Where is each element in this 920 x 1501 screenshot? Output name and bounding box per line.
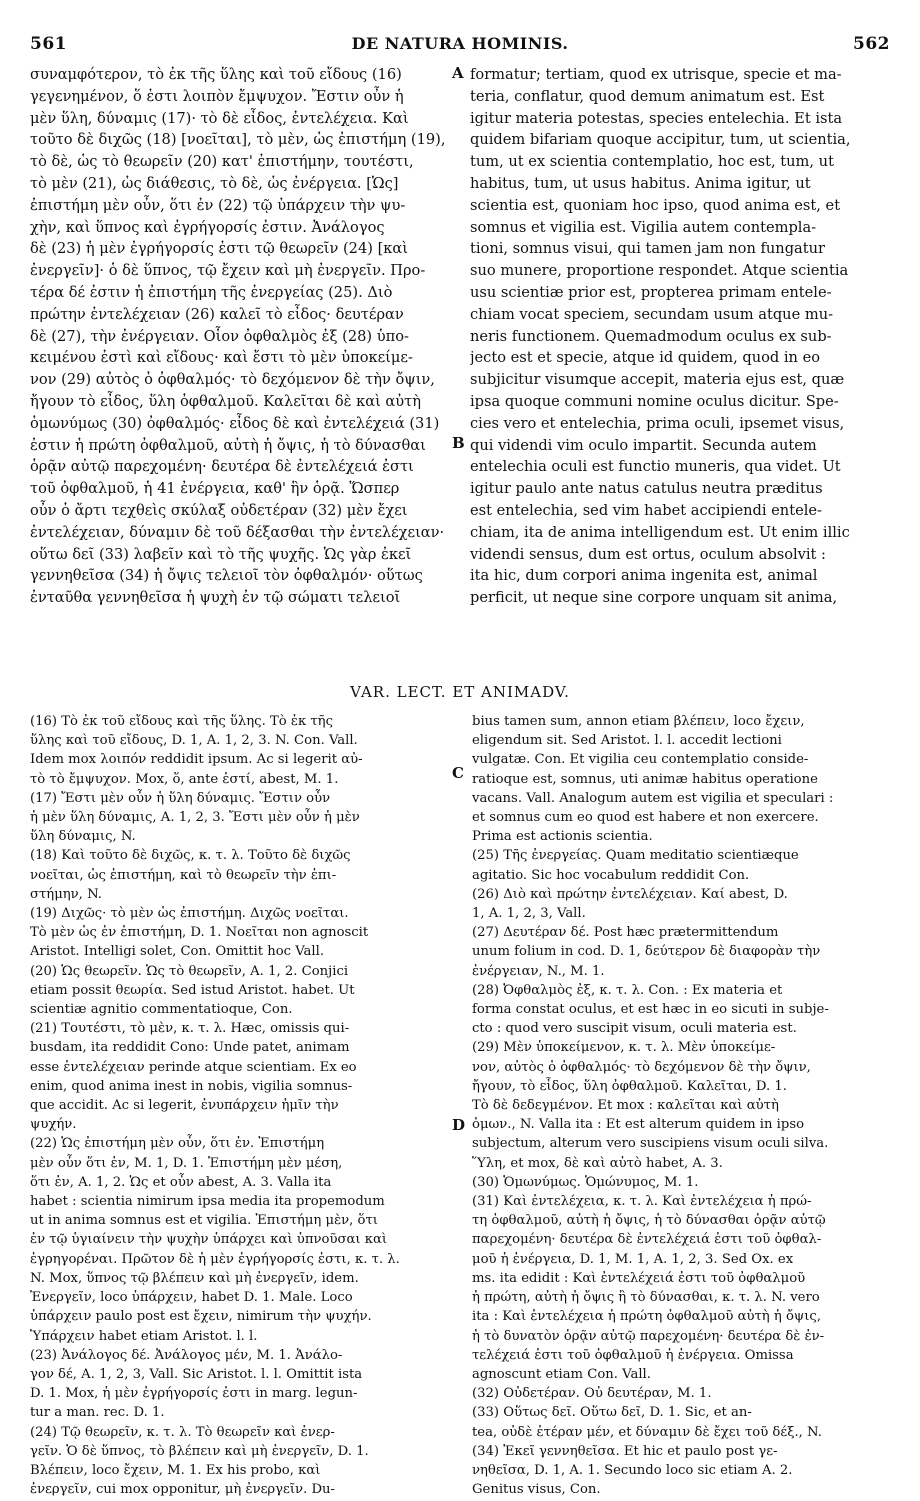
greek-text-line: ἐστιν ἡ πρώτη ὀφθαλμοῦ, αὐτὴ ἡ ὄψις, ἡ τὸ δύνασθαι: [30, 436, 426, 454]
note-line: vulgatæ. Con. Et vigilia ceu contemplatio conside-: [472, 752, 809, 768]
note-line: ἐνέργειαν, N., M. 1.: [472, 963, 605, 979]
note-line: ὅτι ἐν, A. 1, 2. Ὡς et οὖν abest, A. 3. Valla ita: [30, 1174, 332, 1190]
note-line: cto : quod vero suscipit visum, oculi materia est.: [472, 1021, 797, 1037]
note-line: esse ἐντελέχειαν perinde atque scientiam. Ex eo: [30, 1059, 357, 1075]
note-line: Ἐνεργεῖν, loco ὑπάρχειν, habet D. 1. Male. Loco: [30, 1290, 353, 1306]
page-number-left: 561: [30, 34, 67, 54]
page-number-right: 562: [853, 34, 890, 54]
note-line: (29) Μὲν ὑποκείμενον, κ. τ. λ. Μὲν ὑποκείμε-: [472, 1040, 776, 1056]
note-line: etiam possit θεωρία. Sed istud Aristot. habet. Ut: [30, 982, 355, 998]
note-line: (22) Ὡς ἐπιστήμη μὲν οὖν, ὅτι ἐν. Ἐπιστήμη: [30, 1136, 325, 1152]
greek-text-line: γεγενημένον, ὅ ἐστι λοιπὸν ἔμψυχον. Ἔστιν οὖν ἡ: [30, 87, 404, 105]
latin-text-line: somnus et vigilia est. Vigilia autem contempla-: [470, 218, 817, 236]
note-line: (30) Ὁμωνύμως. Ὁμώνυμος, M. 1.: [472, 1174, 699, 1190]
greek-text-line: ἤγουν τὸ εἶδος, ὕλη ὀφθαλμοῦ. Καλεῖται δὲ καὶ αὐτὴ: [30, 392, 421, 410]
greek-text-line: πρώτην ἐντελέχειαν (26) καλεῖ τὸ εἶδος· δευτέραν: [30, 305, 404, 323]
latin-text-line: cies vero et entelechia, prima oculi, ipsemet visus,: [470, 414, 845, 432]
note-line: vacans. Vall. Analogum autem est vigilia et speculari :: [472, 790, 834, 806]
note-line: (34) Ἐκεῖ γεννηθεῖσα. Et hic et paulo post γε-: [472, 1443, 778, 1459]
greek-text-line: τὸ μὲν (21), ὡς διάθεσις, τὸ δὲ, ὡς ἐνέργεια. [Ὡς]: [30, 174, 399, 192]
latin-text-line: est entelechia, sed vim habet accipiendi entele-: [470, 501, 822, 519]
greek-text-line: γεννηθεῖσα (34) ἡ ὄψις τελειοῖ τὸν ὀφθαλμόν· οὕτως: [30, 567, 423, 585]
note-line: (31) Καὶ ἐντελέχεια, κ. τ. λ. Καὶ ἐντελέχεια ἡ πρώ-: [472, 1194, 812, 1210]
latin-text-line: tum, ut ex scientia contemplatio, hoc est, tum, ut: [470, 153, 834, 171]
greek-text-line: ἐντελέχειαν, δύναμιν δὲ τοῦ δέξασθαι τὴν ἐντελέχειαν·: [30, 523, 445, 541]
note-line: forma constat oculus, et est hæc in eo sicuti in subje-: [472, 1002, 829, 1018]
latin-text-line: teria, conflatur, quod demum animatum est. Est: [470, 87, 825, 105]
note-line: (28) Ὀφθαλμὸς ἐξ, κ. τ. λ. Con. : Ex materia et: [472, 982, 783, 998]
note-line: habet : scientia nimirum ipsa media ita propemodum: [30, 1194, 385, 1210]
note-line: τελέχειά ἐστι τοῦ ὀφθαλμοῦ ἡ ἐνέργεια. Omissa: [472, 1347, 794, 1363]
note-line: ita : Καὶ ἐντελέχεια ἡ πρώτη ὀφθαλμοῦ αὐτὴ ἡ ὄψις,: [472, 1309, 822, 1325]
latin-text-line: usu scientiæ prior est, propterea primam entele-: [470, 283, 832, 301]
note-line: (21) Τουτέστι, τὸ μὲν, κ. τ. λ. Hæc, omissis qui-: [30, 1021, 350, 1037]
latin-text-line: igitur paulo ante natus catulus neutra præditus: [470, 480, 823, 498]
note-line: N. Mox, ὕπνος τῷ βλέπειν καὶ μὴ ἐνεργεῖν, idem.: [30, 1270, 359, 1286]
latin-text-line: perficit, ut neque sine corpore unquam sit anima,: [470, 589, 838, 607]
note-line: παρεχομένη· δευτέρα δὲ ἐντελέχειά ἐστι τοῦ ὀφθαλ-: [472, 1232, 822, 1248]
note-line: subjectum, alterum vero suscipiens visum oculi silva.: [472, 1136, 829, 1152]
latin-text-line: tioni, somnus visui, qui tamen jam non fungatur: [470, 240, 825, 258]
latin-text-line: quidem bifariam quoque accipitur, tum, ut scientia,: [470, 131, 851, 149]
latin-text-line: igitur materia potestas, species entelechia. Et ista: [470, 109, 843, 127]
latin-text-line: jecto est et specie, atque id quidem, quod in eo: [470, 349, 820, 367]
note-line: 1, A. 1, 2, 3, Vall.: [472, 906, 586, 922]
note-line: tea, οὐδὲ ἑτέραν μέν, et δύναμιν δὲ ἔχει τοῦ δέξ., N.: [472, 1424, 822, 1440]
greek-text-line: συναμφότερον, τὸ ἐκ τῆς ὕλης καὶ τοῦ εἴδους (16): [30, 66, 402, 83]
greek-text-line: νον (29) αὐτὸς ὁ ὀφθαλμός· τὸ δεχόμενον δὲ τὴν ὄψιν,: [30, 371, 435, 389]
note-line: bius tamen sum, annon etiam βλέπειν, loco ἔχειν,: [472, 714, 805, 729]
latin-text-line: suo munere, proportione respondet. Atque scientia: [470, 262, 849, 280]
note-line: Aristot. Intelligi solet, Con. Omittit hoc Vall.: [30, 944, 325, 960]
note-line: ἐν τῷ ὑγιαίνειν τὴν ψυχὴν ὑπάρχει καὶ ὑπνοῦσαι καὶ: [30, 1232, 388, 1248]
greek-text-line: τοῦτο δὲ διχῶς (18) [νοεῖται], τὸ μὲν, ὡς ἐπιστήμη (19),: [30, 131, 446, 149]
margin-marker-d: D: [452, 1116, 466, 1134]
note-line: agitatio. Sic hoc vocabulum reddidit Con.: [472, 867, 750, 883]
greek-text-line: ἐνεργεῖν]· ὁ δὲ ὕπνος, τῷ ἔχειν καὶ μὴ ἐνεργεῖν. Προ-: [30, 262, 426, 280]
greek-text-line: ὁρᾷν αὐτῷ παρεχομένη· δευτέρα δὲ ἐντελέχειά ἐστι: [30, 458, 414, 476]
latin-text-line: ipsa quoque communi nomine oculus dicitur. Spe-: [470, 392, 839, 410]
note-line: ψυχήν.: [30, 1117, 77, 1133]
note-line: (26) Διὸ καὶ πρώτην ἐντελέχειαν. Καί abest, D.: [472, 886, 788, 902]
note-line: D. 1. Mox, ἡ μὲν ἐγρήγορσίς ἐστι in marg. legun-: [30, 1386, 358, 1402]
latin-text-line: formatur; tertiam, quod ex utrisque, specie et ma-: [470, 66, 842, 83]
greek-text-line: δὲ (27), τὴν ἐνέργειαν. Οἷον ὀφθαλμὸς ἐξ (28) ὑπο-: [30, 327, 409, 345]
note-line: agnoscunt etiam Con. Vall.: [472, 1366, 651, 1382]
greek-text-line: μὲν ὕλη, δύναμις (17)· τὸ δὲ εἶδος, ἐντελέχεια. Καὶ: [30, 109, 409, 127]
note-line: ἐγρηγορέναι. Πρῶτον δὲ ἡ μὲν ἐγρήγορσίς ἐστι, κ. τ. λ.: [30, 1251, 400, 1267]
page-header: [30, 34, 890, 58]
note-line: ὕλη δύναμις, N.: [30, 829, 136, 845]
greek-text-line: οὕτω δεῖ (33) λαβεῖν καὶ τὸ τῆς ψυχῆς. Ὡς γὰρ ἐκεῖ: [30, 545, 412, 563]
note-line: (17) Ἔστι μὲν οὖν ἡ ὕλη δύναμις. Ἔστιν οὖν: [30, 790, 331, 806]
note-line: στήμην, N.: [30, 886, 102, 902]
margin-marker-c: C: [452, 764, 464, 782]
greek-text-line: τέρα δέ ἐστιν ἡ ἐπιστήμη τῆς ἐνεργείας (25). Διὸ: [30, 283, 393, 301]
note-line: Τὸ μὲν ὡς ἐν ἐπιστήμη, D. 1. Νοεῖται non agnoscit: [30, 925, 369, 941]
note-line: (27) Δευτέραν δέ. Post hæc prætermittendum: [472, 925, 779, 941]
note-line: γον δέ, A. 1, 2, 3, Vall. Sic Aristot. l. l. Omittit ista: [30, 1366, 363, 1382]
latin-text-line: chiam vocat speciem, secundam usum atque mu-: [470, 305, 834, 323]
note-line: enim, quod anima inest in nobis, vigilia somnus-: [30, 1078, 353, 1094]
note-line: ἡ τὸ δυνατὸν ὁρᾷν αὐτῷ παρεχομένη· δευτέρα δὲ ἐν-: [472, 1328, 825, 1344]
greek-text-line: ἐνταῦθα γεννηθεῖσα ἡ ψυχὴ ἐν τῷ σώματι τελειοῖ: [30, 589, 401, 607]
notes-right-column: [472, 712, 896, 1499]
note-line: Genitus visus, Con.: [472, 1482, 601, 1498]
note-line: νοεῖται, ὡς ἐπιστήμη, καὶ τὸ θεωρεῖν τὴν ἐπι-: [30, 867, 337, 883]
note-line: ὕλης καὶ τοῦ εἴδους, D. 1, A. 1, 2, 3. N. Con. Vall.: [30, 733, 358, 749]
note-line: (20) Ὡς θεωρεῖν. Ὡς τὸ θεωρεῖν, A. 1, 2. Conjici: [30, 963, 349, 979]
note-line: tur a man. rec. D. 1.: [30, 1405, 165, 1421]
note-line: busdam, ita reddidit Cono: Unde patet, animam: [30, 1040, 350, 1056]
latin-text-column: [470, 64, 894, 609]
note-line: μοῦ ἡ ἐνέργεια, D. 1, M. 1, A. 1, 2, 3. Sed Ox. ex: [472, 1251, 794, 1267]
note-line: (32) Οὐδετέραν. Οὐ δευτέραν, M. 1.: [472, 1386, 712, 1402]
note-line: ὑπάρχειν paulo post est ἔχειν, nimirum τὴν ψυχήν.: [30, 1309, 372, 1325]
note-line: scientiæ agnitio commentatioque, Con.: [30, 1002, 293, 1018]
greek-text-line: τὸ δὲ, ὡς τὸ θεωρεῖν (20) κατ' ἐπιστήμην, τουτέστι,: [30, 153, 414, 171]
note-line: νον, αὐτὸς ὁ ὀφθαλμός· τὸ δεχόμενον δὲ τὴν ὄψιν,: [472, 1059, 811, 1075]
note-line: τὸ τὸ ἔμψυχον. Mox, ὅ, ante ἐστί, abest, M. 1.: [30, 771, 339, 787]
note-line: Ὑπάρχειν habet etiam Aristot. l. l.: [30, 1328, 258, 1344]
note-line: (24) Τῷ θεωρεῖν, κ. τ. λ. Τὸ θεωρεῖν καὶ ἐνερ-: [30, 1424, 335, 1440]
note-line: (23) Ἀνάλογος δέ. Ἀνάλογος μέν, M. 1. Ἀνάλο-: [30, 1347, 343, 1363]
running-title: DE NATURA HOMINIS.: [351, 34, 569, 53]
greek-text-line: οὖν ὁ ἄρτι τεχθεὶς σκύλαξ οὐδετέραν (32) μὲν ἔχει: [30, 501, 408, 519]
latin-text-line: habitus, tum, ut usus habitus. Anima igitur, ut: [470, 174, 811, 192]
note-line: unum folium in cod. D. 1, δεύτερον δὲ διαφορὰν τὴν: [472, 944, 821, 960]
latin-text-line: scientia est, quoniam hoc ipso, quod anima est, et: [470, 196, 841, 214]
margin-marker-a: A: [452, 64, 464, 82]
note-line: γεῖν. Ὁ δὲ ὕπνος, τὸ βλέπειν καὶ μὴ ἐνεργεῖν, D. 1.: [30, 1443, 369, 1459]
note-line: τη ὀφθαλμοῦ, αὐτὴ ἡ ὄψις, ἡ τὸ δύνασθαι ὁρᾷν αὐτῷ: [472, 1213, 826, 1229]
note-line: (33) Οὕτως δεῖ. Οὕτω δεῖ, D. 1. Sic, et an-: [472, 1405, 752, 1421]
latin-text-line: qui videndi vim oculo impartit. Secunda autem: [470, 436, 817, 454]
greek-text-line: χὴν, καὶ ὕπνος καὶ ἐγρήγορσίς ἐστιν. Ἀνάλογος: [30, 218, 385, 236]
greek-text-column: [30, 64, 448, 609]
greek-text-line: τοῦ ὀφθαλμοῦ, ἡ 41 ἐνέργεια, καθ' ἣν ὁρᾷ. Ὥσπερ: [30, 480, 400, 498]
note-line: μὲν οὖν ὅτι ἐν, M. 1, D. 1. Ἐπιστήμη μὲν μέση,: [30, 1155, 343, 1171]
note-line: ms. ita edidit : Καὶ ἐντελέχειά ἐστι τοῦ ὀφθαλμοῦ: [472, 1270, 806, 1286]
margin-marker-b: B: [452, 434, 465, 452]
greek-text-line: δὲ (23) ἡ μὲν ἐγρήγορσίς ἐστι τῷ θεωρεῖν (24) [καὶ: [30, 240, 408, 258]
note-line: que accidit. Ac si legerit, ἐνυπάρχειν ἡμῖν τὴν: [30, 1098, 339, 1114]
note-line: ὁμων., N. Valla ita : Et est alterum quidem in ipso: [472, 1117, 805, 1133]
latin-text-line: chiam, ita de anima intelligendum est. Ut enim illic: [470, 523, 850, 541]
note-line: ut in anima somnus est et vigilia. Ἐπιστήμη μὲν, ὅτι: [30, 1213, 378, 1229]
note-line: (16) Τὸ ἐκ τοῦ εἴδους καὶ τῆς ὕλης. Τὸ ἐκ τῆς: [30, 714, 333, 729]
latin-text-line: videndi sensus, dum est ortus, oculum absolvit :: [470, 545, 826, 563]
note-line: (25) Τῆς ἐνεργείας. Quam meditatio scientiæque: [472, 848, 799, 864]
note-line: ἤγουν, τὸ εἶδος, ὕλη ὀφθαλμοῦ. Καλεῖται, D. 1.: [472, 1078, 787, 1094]
greek-text-line: κειμένου ἐστὶ καὶ εἴδους· καὶ ἔστι τὸ μὲν ὑποκείμε-: [30, 349, 413, 367]
latin-text-line: subjicitur visumque accepit, materia ejus est, quæ: [470, 371, 845, 389]
greek-text-line: ἐπιστήμη μὲν οὖν, ὅτι ἐν (22) τῷ ὑπάρχειν τὴν ψυ-: [30, 196, 406, 214]
note-line: et somnus cum eo quod est habere et non exercere.: [472, 810, 819, 826]
note-line: νηθεῖσα, D. 1, A. 1. Secundo loco sic etiam A. 2.: [472, 1462, 793, 1478]
greek-text-line: ὁμωνύμως (30) ὀφθαλμός· εἶδος δὲ καὶ ἐντελέχειά (31): [30, 414, 440, 432]
note-line: ἐνεργεῖν, cui mox opponitur, μὴ ἐνεργεῖν. Du-: [30, 1482, 335, 1498]
note-line: Ὕλη, et mox, δὲ καὶ αὐτὸ habet, A. 3.: [472, 1155, 723, 1171]
note-line: eligendum sit. Sed Aristot. l. l. accedit lectioni: [472, 733, 782, 749]
note-line: Βλέπειν, loco ἔχειν, M. 1. Ex his probo, καὶ: [30, 1462, 321, 1478]
latin-text-line: ita hic, dum corpori anima ingenita est, animal: [470, 567, 818, 585]
note-line: ratioque est, somnus, uti animæ habitus operatione: [472, 771, 818, 787]
note-line: (18) Καὶ τοῦτο δὲ διχῶς, κ. τ. λ. Τοῦτο δὲ διχῶς: [30, 848, 351, 864]
latin-text-line: neris functionem. Quemadmodum oculus ex sub-: [470, 327, 832, 345]
notes-section-title: VAR. LECT. ET ANIMADV.: [350, 683, 570, 701]
note-line: (19) Διχῶς· τὸ μὲν ὡς ἐπιστήμη. Διχῶς νοεῖται.: [30, 906, 349, 922]
notes-left-column: [30, 712, 450, 1499]
note-line: Τὸ δὲ δεδεγμένον. Et mox : καλεῖται καὶ αὐτὴ: [472, 1098, 779, 1114]
note-line: ἡ πρώτη, αὐτὴ ἡ ὄψις ἢ τὸ δύνασθαι, κ. τ. λ. N. vero: [472, 1290, 820, 1306]
note-line: Idem mox λοιπόν reddidit ipsum. Ac si legerit αὐ-: [30, 752, 363, 768]
note-line: Prima est actionis scientia.: [472, 829, 653, 845]
latin-text-line: entelechia oculi est functio muneris, qua videt. Ut: [470, 458, 841, 476]
note-line: ἡ μὲν ὕλη δύναμις, A. 1, 2, 3. Ἔστι μὲν οὖν ἡ μὲν: [30, 810, 360, 826]
